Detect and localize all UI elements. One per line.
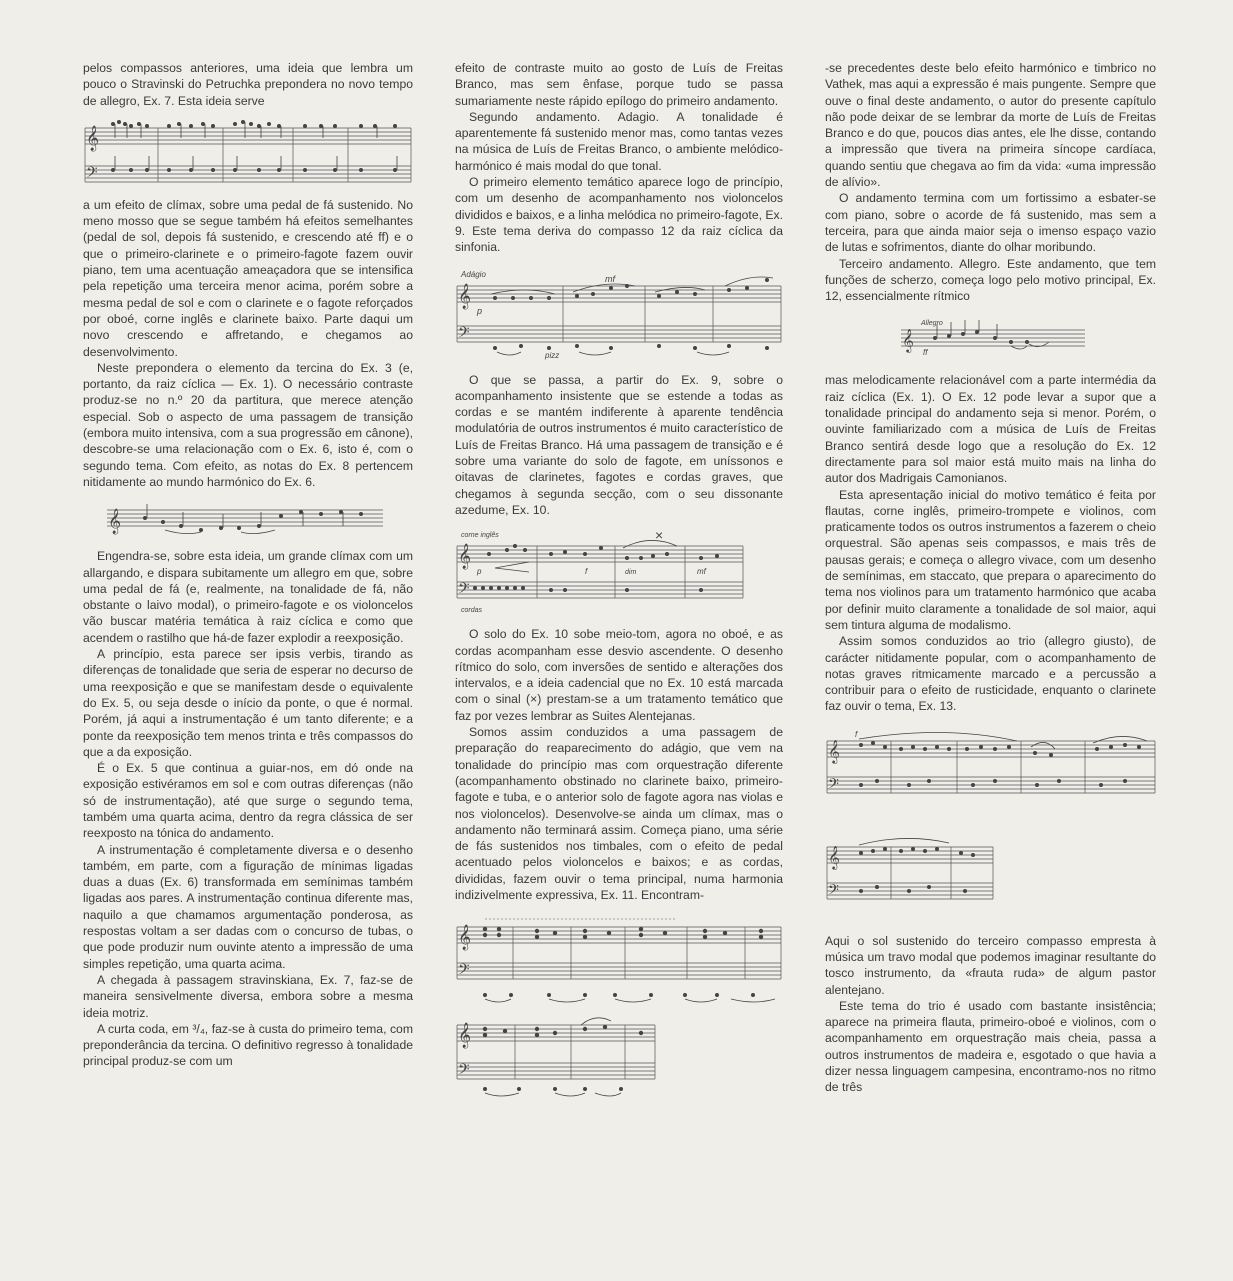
svg-text:𝄞: 𝄞: [828, 738, 840, 763]
paragraph: -se precedentes deste belo efeito harmónico e timbrico no Vathek, mas aqui a expressão é mais pungente. Sempre que ouve o final deste andamento, o autor do presente capítulo não pode deixar de se lembrar da morte de Luís de Freitas Branco e do que, poucos dias antes, ele lhe disse, contando a impressão que tivera na primeira síncope cardíaca, quando sentiu que chegava ao fim da vida: «uma impressão de alívio».: [825, 61, 1156, 190]
paragraph: O primeiro elemento temático aparece logo de princípio, com um desenho de acompanhamento nos violoncelos divididos e baixos, e a linha melódica no primeiro-fagote, Ex. 9. Este tema deriva do compasso 12 da raiz cíclica da sinfonia.: [455, 175, 783, 255]
svg-text:𝄞: 𝄞: [458, 1023, 472, 1049]
paragraph: Segundo andamento. Adagio. A tonalidade é aparentemente fá sustenido menor mas, como tantas vezes na música de Luís de Freitas Branco, o ambiente melódico-harmónico é mais modal do que tonal.: [455, 109, 783, 173]
music-example-11: [455, 915, 783, 1101]
instrument-label: corne inglês: [461, 532, 499, 540]
dynamic-f: f: [585, 567, 588, 577]
tempo-marking: Adágio: [461, 269, 486, 279]
paragraph: a um efeito de clímax, sobre uma pedal de fá sustenido. No meno mosso que se segue também há efeitos semelhantes (pedal de sol, depois fá sustenido, e crescendo até ff) e o que o primeiro-clarinete e o primeiro-fagote fazem ouvir piano, tem uma acentuação ameaçadora que se intensifica pela repetição uma terceira menor acima, porém sobre a mesma pedal de sol e com o clarinete e o fagote reforçados por oboé, corne inglês e clarinete baixo. Parte daqui um novo crescendo e affretando, e chegamos ao desenvolvimento.: [83, 197, 413, 359]
instrument-label: cordas: [461, 607, 483, 615]
svg-text:𝄞: 𝄞: [108, 509, 122, 535]
cross-mark: ×: [655, 528, 664, 544]
svg-text:𝄞: 𝄞: [828, 844, 840, 869]
music-example-10: [455, 528, 783, 614]
tempo-marking: Allegro: [921, 320, 943, 328]
paragraph: Esta apresentação inicial do motivo temático é feita por flautas, corne inglês, primeiro-trompete e violinos, com praticamente todos os outros instrumentos a fazerem o cheio orquestral. São apenas seis compassos, e mais três de pausas gerais; e começa o allegro vivace, com um desenho de semínimas, em staccato, que prepara o aparecimento do tema nos violinos para um tratamento harmónico que acaba por definir muito claramente a tonalidade de sol maior, aqui sem tintura alguma de modalismo.: [825, 487, 1156, 632]
dynamic-mf: mf: [605, 273, 615, 284]
paragraph: Terceiro andamento. Allegro. Este andamento, que tem funções de scherzo, começa logo pelo motivo principal, Ex. 12, essencialmente rítmico: [825, 256, 1156, 304]
music-example-7: [83, 114, 413, 192]
svg-text:𝄢: 𝄢: [458, 323, 470, 345]
svg-text:𝄢: 𝄢: [458, 961, 470, 983]
dynamic-f: f: [855, 729, 858, 739]
paragraph: O que se passa, a partir do Ex. 9, sobre o acompanhamento insistente que se estende a todas as cordas e se mantém indiferente à aparente tendência modulatória de outros instrumentos é muito característico de Luís de Freitas Branco. Há uma passagem de transição e é sobre uma variante do solo de fagote, em uníssonos e oitavas de clarinetes, fagotes e cordas graves, que chegamos à segunda secção, com o seu dissonante azedume, Ex. 10.: [455, 372, 783, 517]
pizz-marking: pizz: [545, 350, 560, 360]
paragraph: pelos compassos anteriores, uma ideia que lembra um pouco o Stravinski do Petruchka prepondera no novo tempo de allegro, Ex. 7. Esta ideia serve: [83, 61, 413, 108]
svg-text:𝄞: 𝄞: [86, 125, 100, 151]
paragraph: Neste prepondera o elemento da tercina do Ex. 3 (e, portanto, da raiz cíclica — Ex. 1). O necessário contraste produz-se no n.º 20 da partitura, que merece atenção especial. Sob o aspecto de uma passagem de transição (embora muito intensiva, com a sua progressão em cânone), descobre-se uma relacionação com o Ex. 6, isto é, com o segundo tema. Com efeito, as notas do Ex. 8 pertencem nitidamente ao mundo harmónico do Ex. 6.: [83, 360, 413, 489]
music-example-8: [105, 500, 413, 536]
paragraph: A curta coda, em ³/₄, faz-se à custa do primeiro tema, com preponderância da tercina. O definitivo regresso à tonalidade principal produz-se com um: [83, 1021, 413, 1069]
paragraph: A chegada à passagem stravinskiana, Ex. 7, faz-se de maneira sensivelmente diversa, embora sobre a mesma ideia motriz.: [83, 972, 413, 1020]
svg-text:𝄞: 𝄞: [902, 328, 914, 353]
music-example-9: [455, 268, 783, 360]
music-example-12: [899, 316, 1156, 356]
paragraph: Este tema do trio é usado com bastante insistência; aparece na primeira flauta, primeiro-oboé e violinos, com o acompanhamento em orquestração mais cheia, passa a outros instrumentos de madeira e, esgotado o que havia a dizer nessa linguagem campesina, encontramo-nos no ritmo de três: [825, 998, 1156, 1095]
paragraph: O andamento termina com um fortissimo a esbater-se com piano, sobre o acorde de fá sustenido, mas sem a terceira, para que ainda maior seja o imenso espaço vazio de lutas e sofrimentos, diante do olhar moribundo.: [825, 191, 1156, 255]
paragraph: O solo do Ex. 10 sobe meio-tom, agora no oboé, e as cordas acompanham esse desvio ascendente. O desenho rítmico do solo, com inversões de sentido e alterações dos intervalos, e a ideia cadencial que no Ex. 10 está marcada com o sinal (×) prestam-se a um tratamento temático que faz por vezes lembrar as Suites Alentejanas.: [455, 627, 783, 723]
paragraph: mas melodicamente relacionável com a parte intermédia da raiz cíclica (Ex. 1). O Ex. 12 pode levar a supor que a tonalidade principal do andamento seja si menor. Porém, o ouvinte familiarizado com a música de Luís de Freitas Branco sentirá desde logo que a resolução do Ex. 12 directamente para sol maior está muito mais na linha do autor dos Madrigais Camonianos.: [825, 373, 1156, 486]
dynamic-p: p: [477, 305, 483, 316]
svg-text:𝄞: 𝄞: [458, 283, 472, 309]
svg-text:𝄞: 𝄞: [458, 544, 472, 570]
paragraph: A princípio, esta parece ser ipsis verbis, tirando as diferenças de tonalidade que seria de esperar no decurso de uma reexposição e que se manifestam desde o equivalente do Ex. 5, ou seja desde o início da ponte, o que é normal. Porém, já aqui a instrumentação é um tanto diferente; e a ponte da reexposição tem menos trinta e três compassos do que a da exposição.: [83, 647, 413, 759]
svg-text:𝄞: 𝄞: [458, 925, 472, 951]
svg-text:𝄢: 𝄢: [458, 1061, 470, 1083]
paragraph: Somos assim conduzidos a uma passagem de preparação do reaparecimento do adágio, que vem na tonalidade do princípio mas com orquestração diferente (acompanhamento obstinado no clarinete baixo, primeiro-fagote e tuba, e o anterior solo de fagote agora nas violas e nos violoncelos). Desenvolve-se ainda um clímax, mas o andamento não terminará assim. Começa piano, uma série de fás sustenidos nos timbales, com o efeito de pedal acentuado pelos violoncelos e baixos; e as cordas, divididas, fazem ouvir o tema principal, numa harmonia indizivelmente expressiva, Ex. 11. Encontram-: [455, 725, 783, 902]
paragraph: Assim somos conduzidos ao trio (allegro giusto), de carácter nitidamente popular, com o acompanhamento de notas graves ritmicamente marcado e a percussão a contribuir para o efeito de rusticidade, enquanto o clarinete faz ouvir o tema, Ex. 13.: [825, 634, 1156, 714]
text-column-2: [455, 60, 783, 1101]
paragraph: efeito de contraste muito ao gosto de Luís de Freitas Branco, mas sem ênfase, porque tudo se passa sumariamente neste rápido epílogo do primeiro andamento.: [455, 61, 783, 108]
paragraph: A instrumentação é completamente diversa e o desenho também, em parte, com a figuração de mínimas ligadas duas a duas (Ex. 6) transformada em semínimas também ligadas aos pares. A instrumentação continua diferente mas, naquilo a que chamamos argumentação ponderosa, as respostas voltam a ser dadas com o concurso de tubas, o que pode produzir num ouvinte atento a impressão de uma simples repetição, uma quarta acima.: [83, 842, 413, 971]
svg-text:𝄢: 𝄢: [828, 881, 839, 902]
dynamic-ff: ff: [923, 348, 928, 357]
text-column-3: [825, 60, 1156, 1096]
music-example-13: [825, 727, 1156, 923]
paragraph: Aqui o sol sustenido do terceiro compasso empresta à música um travo modal que podemos imaginar resultante do tosco instrumento, da «frauta ruda» de algum pastor alentejano.: [825, 933, 1156, 997]
dim-marking: dim: [625, 569, 637, 577]
svg-text:𝄢: 𝄢: [458, 580, 470, 602]
paragraph: É o Ex. 5 que continua a guiar-nos, em dó onde na exposição estivéramos em sol e com outras diferenças (não só de instrumentação), até que surge o segundo tema, também uma quarta acima, dentro da regra clássica de ser reexposto na tónica do andamento.: [83, 761, 413, 841]
paragraph: Engendra-se, sobre esta ideia, um grande clímax com um allargando, e dispara subitamente um allegro em que, sobre uma pedal de fá (e, realmente, na tonalidade de fá, não obstante o laivo modal), o primeiro-fagote e os violoncelos vão buscar matéria temática à raiz cíclica e como que acendem o rastilho que há-de fazer explodir a reexposição.: [83, 549, 413, 645]
dynamic-mf: mf: [697, 567, 706, 577]
text-column-1: [83, 60, 413, 1070]
dynamic-p: p: [477, 567, 482, 577]
svg-text:𝄢: 𝄢: [828, 775, 839, 796]
svg-text:𝄢: 𝄢: [86, 163, 98, 185]
